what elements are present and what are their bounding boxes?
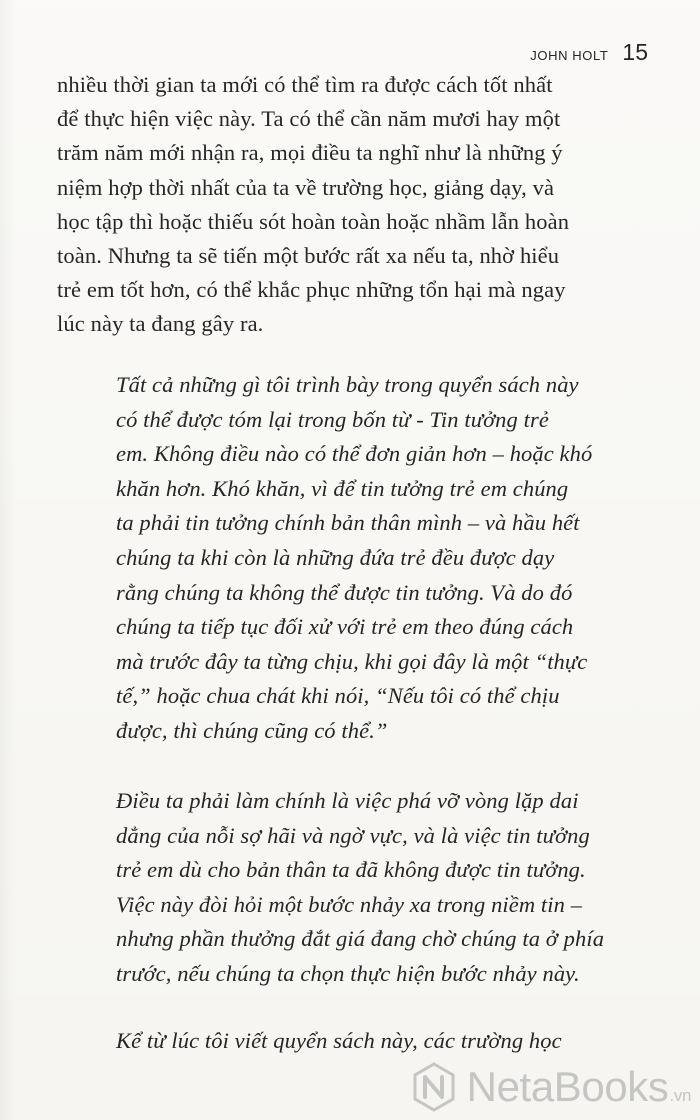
quoted-paragraph-1-line-11: được, thì chúng cũng có thể.”: [116, 717, 388, 743]
opening-paragraph-line-2: để thực hiện việc này. Ta có thể cần năm mươi hay một: [57, 106, 561, 132]
netabooks-wordmark: [466, 1063, 691, 1110]
netabooks-brand-text: NetaBooks: [466, 1063, 669, 1110]
quoted-paragraph-1-line-9: mà trước đây ta từng chịu, khi gọi đây là một “thực: [116, 648, 588, 674]
quoted-paragraph-2-line-5: nhưng phần thưởng đắt giá đang chờ chúng ta ở phía: [116, 926, 605, 952]
netabooks-logo-icon: [409, 1062, 459, 1112]
quoted-paragraph-3: [116, 1024, 646, 1059]
netabooks-watermark: [409, 1062, 691, 1112]
quoted-paragraph-1-line-2: có thể được tóm lại trong bốn từ - Tin tưởng trẻ: [116, 406, 549, 432]
quoted-paragraph-2-line-4: Việc này đòi hỏi một bước nhảy xa trong niềm tin –: [116, 891, 583, 917]
opening-paragraph-line-7: trẻ em tốt hơn, có thể khắc phục những tổn hại mà ngay: [57, 277, 566, 303]
quoted-paragraph-1-line-7: rằng chúng ta không thể được tin tưởng. Và do đó: [116, 579, 573, 605]
quoted-paragraph-1: [116, 368, 646, 749]
quoted-paragraph-1-line-1: Tất cả những gì tôi trình bày trong quyển sách này: [116, 372, 579, 397]
running-head: [530, 41, 648, 64]
quoted-paragraph-2-line-1: Điều ta phải làm chính là việc phá vỡ vòng lặp dai: [116, 788, 579, 813]
author-name: JOHN HOLT: [530, 48, 609, 63]
opening-paragraph: [57, 68, 667, 342]
quoted-paragraph-1-line-6: chúng ta khi còn là những đứa trẻ đều được dạy: [116, 544, 555, 570]
opening-paragraph-line-3: trăm năm mới nhận ra, mọi điều ta nghĩ như là những ý: [57, 140, 563, 166]
quoted-paragraph-2-line-3: trẻ em dù cho bản thân ta đã không được tin tưởng.: [116, 857, 586, 883]
quoted-paragraph-1-line-3: em. Không điều nào có thể đơn giản hơn – hoặc khó: [116, 441, 593, 467]
opening-paragraph-line-1: nhiều thời gian ta mới có thể tìm ra được cách tốt nhất: [57, 72, 553, 97]
quoted-paragraph-2-line-6: trước, nếu chúng ta chọn thực hiện bước nhảy này.: [116, 960, 580, 986]
quoted-paragraph-2: [116, 784, 646, 992]
quoted-paragraph-1-line-8: chúng ta tiếp tục đối xử với trẻ em theo đúng cách: [116, 614, 574, 640]
opening-paragraph-line-5: học tập thì hoặc thiếu sót hoàn toàn hoặc nhầm lẫn hoàn: [57, 208, 570, 234]
quoted-paragraph-1-line-5: ta phải tin tưởng chính bản thân mình – và hầu hết: [116, 510, 580, 536]
netabooks-domain-text: .vn: [669, 1086, 691, 1105]
quoted-paragraph-1-line-4: khăn hơn. Khó khăn, vì để tin tưởng trẻ em chúng: [116, 475, 569, 501]
page-number: 15: [622, 39, 648, 65]
quoted-paragraph-1-line-10: tế,” hoặc chua chát khi nói, “Nếu tôi có thể chịu: [116, 683, 560, 709]
opening-paragraph-line-6: toàn. Nhưng ta sẽ tiến một bước rất xa nếu ta, nhờ hiểu: [57, 243, 560, 269]
opening-paragraph-line-8: lúc này ta đang gây ra.: [57, 311, 264, 337]
quoted-paragraph-3-line-1: Kể từ lúc tôi viết quyển sách này, các trường học: [116, 1028, 562, 1053]
quoted-paragraph-2-line-2: dẳng của nỗi sợ hãi và ngờ vực, và là việc tin tưởng: [116, 822, 590, 848]
opening-paragraph-line-4: niệm hợp thời nhất của ta về trường học, giảng dạy, và: [57, 174, 555, 200]
